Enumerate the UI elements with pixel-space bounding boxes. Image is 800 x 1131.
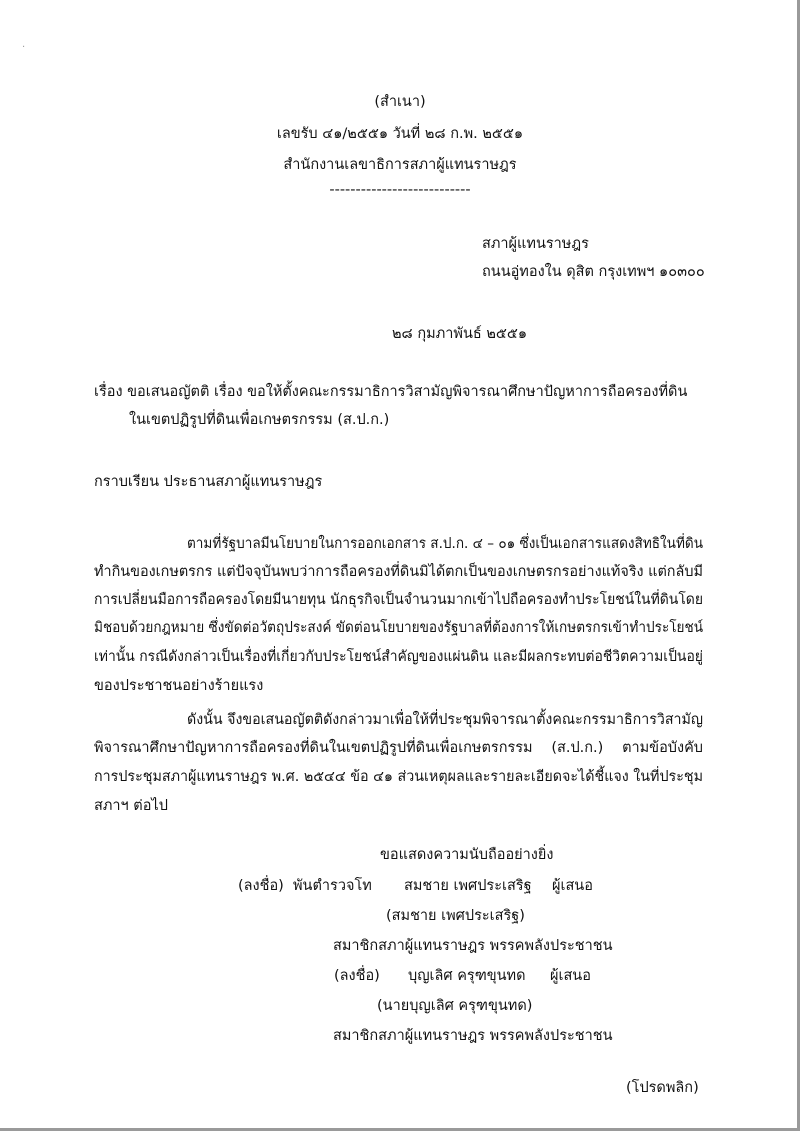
copy-mark: (สำเนา): [374, 94, 426, 110]
para2-line-3: การประชุมสภาผู้แทนราษฎร พ.ศ. ๒๕๔๔ ข้อ ๔๑ ส่วนเหตุผลและรายละเอียดจะได้ชี้แจง ในที่ประชุม: [94, 769, 703, 785]
para1-line-4: มิชอบด้วยกฎหมาย ซึ่งขัดต่อวัตถุประสงค์ ขัดต่อนโยบายของรัฐบาลที่ต้องการให้เกษตรกรเข้าทำประโยชน์: [94, 620, 704, 636]
para2-line-1: ดังนั้น จึงขอเสนอญัตติดังกล่าวมาเพื่อให้ที่ประชุมพิจารณาตั้งคณะกรรมาธิการวิสามัญ: [187, 712, 704, 728]
turn-page-note: (โปรดพลิก): [626, 1080, 699, 1096]
salutation: กราบเรียน ประธานสภาผู้แทนราษฎร: [94, 474, 323, 490]
letter-date: ๒๘ กุมภาพันธ์ ๒๕๕๑: [392, 326, 528, 342]
subject-line-1: เรื่อง ขอเสนอญัตติ เรื่อง ขอให้ตั้งคณะกรรมาธิการวิสามัญพิจารณาศึกษาปัญหาการถือครองที่ดิน: [94, 384, 688, 400]
signer-2-position: สมาชิกสภาผู้แทนราษฎร พรรคพลังประชาชน: [333, 1028, 613, 1044]
signer-1-name: สมชาย เพศประเสริฐ: [404, 878, 532, 894]
para2-line-2: พิจารณาศึกษาปัญหาการถือครองที่ดินในเขตปฏิรูปที่ดินเพื่อเกษตรกรรม (ส.ป.ก.) ตามข้อบังคับ: [94, 740, 703, 756]
header-divider: ---------------------------: [329, 182, 471, 198]
closing-phrase: ขอแสดงความนับถืออย่างยิ่ง: [380, 847, 554, 863]
signer-1-position: สมาชิกสภาผู้แทนราษฎร พรรคพลังประชาชน: [333, 938, 613, 954]
para2-line-4: สภาฯ ต่อไป: [94, 798, 168, 814]
signer-1-printed-name: (สมชาย เพศประเสริฐ): [386, 908, 525, 924]
sender-name: สภาผู้แทนราษฎร: [482, 236, 589, 252]
signer-1-role: ผู้เสนอ: [552, 878, 593, 894]
para1-line-5: เท่านั้น กรณีดังกล่าวเป็นเรื่องที่เกี่ยวกับประโยชน์สำคัญของแผ่นดิน และมีผลกระทบต่อชีวิตความเป็นอยู่: [94, 649, 703, 665]
sign-prefix-2: (ลงชื่อ): [334, 968, 380, 984]
para1-line-6: ของประชาชนอย่างร้ายแรง: [94, 678, 264, 694]
office-name: สำนักงานเลขาธิการสภาผู้แทนราษฎร: [283, 157, 517, 173]
scan-speck: ·: [22, 42, 26, 53]
sign-prefix-1: (ลงชื่อ): [238, 878, 284, 894]
para1-line-2: ทำกินของเกษตรกร แต่ปัจจุบันพบว่าการถือครองที่ดินมิได้ตกเป็นของเกษตรกรอย่างแท้จริง แต่กลับมี: [94, 564, 704, 580]
signer-1-rank: พันตำรวจโท: [293, 878, 372, 894]
signer-2-name: บุญเลิศ ครุฑขุนทด: [408, 968, 526, 984]
signer-2-role: ผู้เสนอ: [550, 968, 591, 984]
receipt-line: เลขรับ ๔๑/๒๕๕๑ วันที่ ๒๘ ก.พ. ๒๕๕๑: [276, 126, 524, 142]
signer-2-printed-name: (นายบุญเลิศ ครุฑขุนทด): [377, 998, 533, 1014]
sender-address: ถนนอู่ทองใน ดุสิต กรุงเทพฯ ๑๐๓๐๐: [482, 264, 705, 280]
para1-line-1: ตามที่รัฐบาลมีนโยบายในการออกเอกสาร ส.ป.ก. ๔ – ๐๑ ซึ่งเป็นเอกสารแสดงสิทธิในที่ดิน: [187, 536, 703, 552]
para1-line-3: การเปลี่ยนมือการถือครองโดยมีนายทุน นักธุรกิจเป็นจำนวนมากเข้าไปถือครองทำประโยชน์ในที่ดินโดย: [94, 592, 704, 608]
subject-line-2: ในเขตปฏิรูปที่ดินเพื่อเกษตรกรรม (ส.ป.ก.): [129, 412, 390, 428]
